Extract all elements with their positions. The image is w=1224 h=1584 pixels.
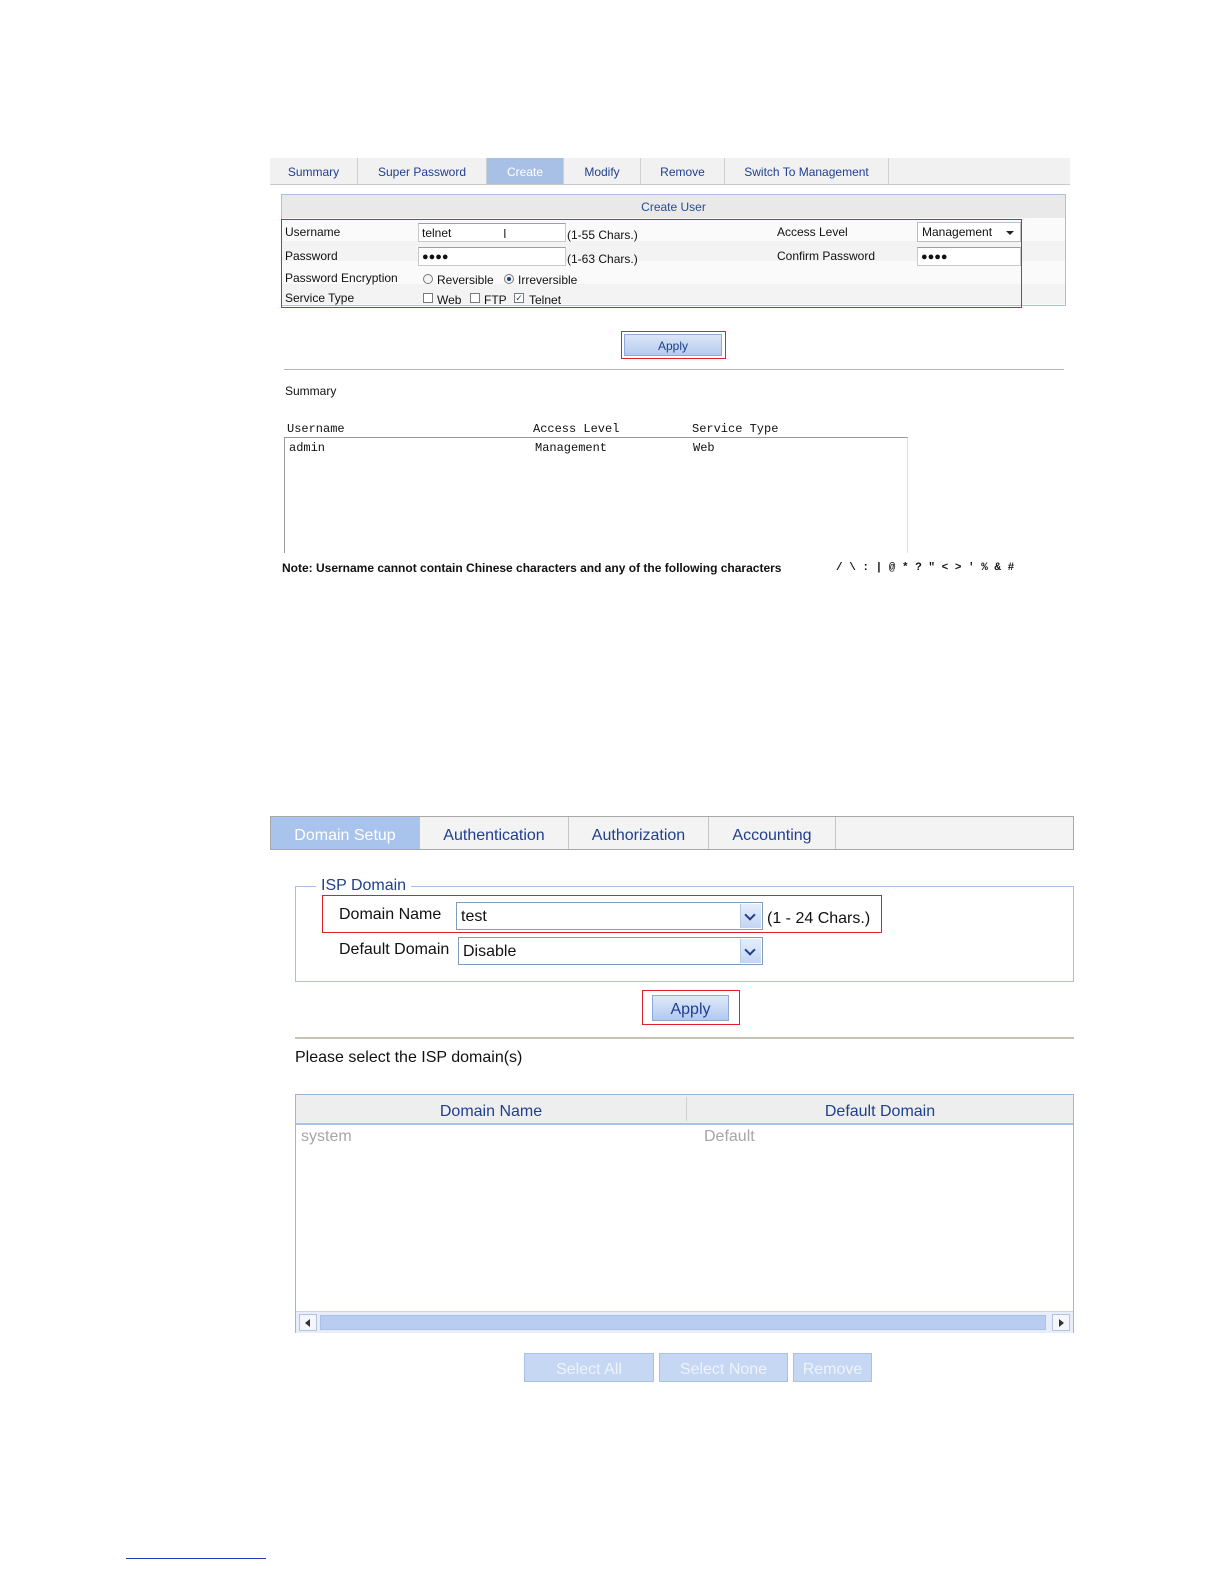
confirm-password-label: Confirm Password	[777, 249, 876, 263]
select-none-button[interactable]: Select None	[659, 1353, 788, 1382]
forbidden-characters: / \ : | @ * ? " < > ' % & #	[836, 562, 1015, 574]
telnet-label: Telnet	[529, 293, 562, 307]
isp-domain-legend: ISP Domain	[316, 877, 411, 895]
password-label: Password	[285, 249, 338, 263]
username-value: telnet	[422, 226, 452, 240]
domain-list-grid	[295, 1094, 1074, 1333]
username-label: Username	[285, 225, 341, 239]
tab-switch-to-management[interactable]: Switch To Management	[725, 158, 889, 184]
row-default-domain: Default	[704, 1128, 755, 1145]
footnote-rule	[126, 1558, 266, 1559]
tab-super-password[interactable]: Super Password	[358, 158, 487, 184]
user-tabbar	[270, 158, 1070, 185]
col-domain-name[interactable]: Domain Name	[439, 1103, 543, 1120]
col-default-domain[interactable]: Default Domain	[824, 1103, 936, 1120]
tab-summary[interactable]: Summary	[270, 158, 358, 184]
user-row-username[interactable]: admin	[289, 441, 326, 455]
remove-button[interactable]: Remove	[793, 1353, 872, 1382]
web-label: Web	[437, 293, 462, 307]
password-hint: (1-63 Chars.)	[567, 252, 638, 266]
divider	[284, 369, 1064, 370]
col-service-type: Service Type	[692, 422, 779, 436]
service-type-label: Service Type	[285, 291, 355, 305]
ftp-label: FTP	[484, 293, 507, 307]
domain-name-highlight-box	[322, 895, 882, 933]
tab-create[interactable]: Create	[487, 158, 564, 184]
panel-title: Create User	[282, 195, 1065, 218]
scroll-left-icon[interactable]	[299, 1314, 317, 1331]
text-cursor-icon: I	[503, 226, 507, 241]
tab-remove[interactable]: Remove	[641, 158, 725, 184]
domain-name-hint: (1 - 24 Chars.)	[767, 910, 871, 927]
row-domain-name[interactable]: system	[301, 1128, 352, 1145]
default-domain-select[interactable]	[458, 937, 763, 965]
horizontal-scrollbar[interactable]	[296, 1311, 1073, 1333]
scroll-thumb[interactable]	[320, 1315, 1046, 1330]
telnet-checkbox[interactable]: ✓	[515, 293, 523, 303]
select-domain-prompt: Please select the ISP domain(s)	[295, 1049, 523, 1066]
chevron-down-icon[interactable]	[740, 939, 761, 963]
select-all-button[interactable]: Select All	[524, 1353, 654, 1382]
username-note: Note: Username cannot contain Chinese characters and any of the following characters	[282, 561, 782, 575]
encryption-label: Password Encryption	[285, 271, 398, 285]
access-level-value: Management	[922, 225, 993, 239]
access-level-label: Access Level	[777, 225, 848, 239]
reversible-label: Reversible	[437, 273, 494, 287]
col-access-level: Access Level	[533, 422, 620, 436]
tab-accounting[interactable]: Accounting	[709, 817, 836, 849]
tab-authentication[interactable]: Authentication	[420, 817, 569, 849]
grid-header	[296, 1095, 1073, 1125]
confirm-password-value: ●●●●	[921, 251, 948, 263]
apply-highlight-box	[621, 331, 726, 359]
username-hint: (1-55 Chars.)	[567, 228, 638, 242]
default-domain-label: Default Domain	[339, 941, 450, 958]
domain-name-label: Domain Name	[339, 906, 442, 923]
irreversible-label: Irreversible	[518, 273, 578, 287]
tab-modify[interactable]: Modify	[564, 158, 641, 184]
domain-apply-highlight-box	[642, 990, 740, 1025]
tab-domain-setup[interactable]: Domain Setup	[271, 817, 420, 849]
domain-tabbar	[270, 816, 1074, 850]
apply-button[interactable]: Apply	[624, 334, 722, 356]
col-username: Username	[287, 422, 345, 436]
divider	[295, 1037, 1074, 1039]
domain-name-value: test	[461, 908, 487, 925]
scroll-right-icon[interactable]	[1052, 1314, 1070, 1331]
user-row-access-level: Management	[535, 441, 608, 455]
default-domain-value: Disable	[463, 943, 517, 960]
summary-label: Summary	[285, 384, 337, 398]
user-row-service-type: Web	[693, 441, 715, 455]
tab-authorization[interactable]: Authorization	[569, 817, 709, 849]
form-highlight-box	[281, 219, 1022, 308]
domain-apply-button[interactable]: Apply	[652, 995, 729, 1021]
password-value: ●●●●	[422, 251, 449, 263]
